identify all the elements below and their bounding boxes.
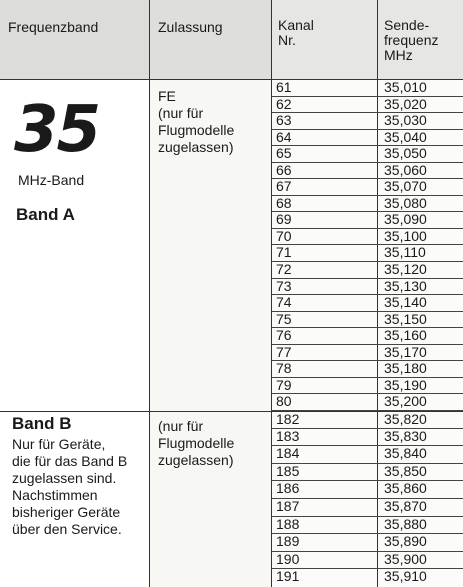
table-row	[272, 534, 463, 552]
kanal-cell: 65	[272, 146, 378, 162]
kanal-cell: 186	[272, 481, 378, 498]
header-frequenz-line2: frequenz	[384, 32, 439, 48]
kanal-cell: 77	[272, 345, 378, 361]
frequenz-cell: 35,130	[384, 277, 427, 294]
table-row	[272, 312, 463, 329]
table-row	[272, 481, 463, 499]
band-b-description-line: über den Service.	[12, 521, 122, 537]
header-frequenz-line1: Sende-	[384, 17, 430, 33]
kanal-cell: 189	[272, 534, 378, 551]
frequenz-cell: 35,080	[384, 194, 427, 211]
frequenz-cell: 35,880	[384, 515, 427, 532]
table-row	[272, 262, 463, 279]
kanal-cell: 190	[272, 552, 378, 569]
table-row	[272, 446, 463, 464]
kanal-cell: 75	[272, 312, 378, 328]
table-row	[272, 499, 463, 517]
frequenz-cell: 35,110	[384, 244, 426, 261]
band-b-description-line: Nur für Geräte,	[12, 436, 106, 452]
kanal-cell: 184	[272, 446, 378, 463]
header-zulassung	[150, 0, 272, 80]
table-row	[272, 196, 463, 213]
kanal-cell: 76	[272, 328, 378, 344]
band-a-title: Band A	[16, 205, 75, 224]
frequenz-cell: 35,120	[384, 261, 427, 278]
band-b-description-line: bisheriger Geräte	[12, 504, 121, 520]
frequenz-cell: 35,030	[384, 112, 427, 129]
frequenz-cell: 35,840	[384, 445, 427, 462]
kanal-cell: 78	[272, 361, 378, 377]
band-b-zulassung	[158, 418, 270, 469]
kanal-cell: 79	[272, 378, 378, 394]
band-a-zulassung-line: zugelassen)	[158, 139, 234, 155]
table-row	[272, 411, 463, 429]
band-number: 35	[14, 93, 100, 167]
band-unit: MHz-Band	[18, 172, 85, 188]
kanal-cell: 185	[272, 464, 378, 481]
header-frequenzband	[0, 0, 150, 80]
table-row	[272, 245, 463, 262]
frequenz-cell: 35,040	[384, 128, 427, 145]
header-frequenz	[378, 0, 463, 80]
frequenz-cell: 35,010	[384, 79, 427, 95]
frequenz-cell: 35,070	[384, 178, 427, 195]
kanal-cell: 183	[272, 429, 378, 446]
kanal-cell: 187	[272, 499, 378, 516]
table-row	[272, 113, 463, 130]
table-row	[272, 229, 463, 246]
table-row	[272, 394, 463, 411]
table-row	[272, 517, 463, 535]
band-b-zulassung-line: Flugmodelle	[158, 435, 235, 451]
frequenz-cell: 35,090	[384, 211, 427, 228]
frequenz-cell: 35,100	[384, 227, 427, 244]
frequenz-cell: 35,150	[384, 310, 427, 327]
frequenz-cell: 35,020	[384, 95, 427, 112]
table-row	[272, 80, 463, 97]
table-row	[272, 361, 463, 378]
kanal-cell: 191	[272, 569, 378, 587]
kanal-cell: 64	[272, 130, 378, 146]
frequenz-cell: 35,170	[384, 343, 427, 360]
table-row	[272, 97, 463, 114]
band-b-zulassung-line: zugelassen)	[158, 452, 234, 468]
band-a-zulassung	[158, 88, 270, 156]
frequenz-cell: 35,200	[384, 393, 427, 410]
frequenz-cell: 35,180	[384, 360, 427, 377]
kanal-cell: 66	[272, 163, 378, 179]
header-kanal-line2: Nr.	[278, 32, 296, 48]
band-b-description-line: die für das Band B	[12, 453, 128, 469]
channel-table	[272, 80, 463, 587]
frequenz-cell: 35,060	[384, 161, 427, 178]
header-frequenzband-label: Frequenzband	[8, 19, 99, 35]
table-row	[272, 378, 463, 395]
frequenz-cell: 35,820	[384, 410, 427, 427]
table-row	[272, 569, 463, 587]
table-row	[272, 212, 463, 229]
frequenz-cell: 35,870	[384, 497, 427, 514]
table-row	[272, 279, 463, 296]
kanal-cell: 68	[272, 196, 378, 212]
band-a-zulassung-line: Flugmodelle	[158, 122, 235, 138]
table-row	[272, 552, 463, 570]
kanal-cell: 63	[272, 113, 378, 129]
band-b-title: Band B	[12, 414, 72, 433]
kanal-cell: 188	[272, 517, 378, 534]
table-row	[272, 163, 463, 180]
kanal-cell: 73	[272, 279, 378, 295]
frequenz-cell: 35,860	[384, 480, 427, 497]
band-b-description-line: Nachstimmen	[12, 487, 98, 503]
frequenz-cell: 35,900	[384, 550, 427, 567]
header-frequenz-line3: MHz	[384, 47, 413, 63]
kanal-cell: 182	[272, 412, 378, 428]
table-row	[272, 295, 463, 312]
table-row	[272, 130, 463, 147]
header-zulassung-label: Zulassung	[158, 19, 223, 35]
band-a-zulassung-line: (nur für	[158, 105, 204, 121]
frequenz-cell: 35,190	[384, 376, 427, 393]
kanal-cell: 74	[272, 295, 378, 311]
frequenz-cell: 35,050	[384, 145, 427, 162]
band-a-zulassung-line: FE	[158, 88, 176, 104]
band-b-description-line: zugelassen sind.	[12, 470, 117, 486]
table-row	[272, 146, 463, 163]
kanal-cell: 72	[272, 262, 378, 278]
frequenz-cell: 35,850	[384, 462, 427, 479]
frequenz-cell: 35,140	[384, 294, 427, 311]
frequenz-cell: 35,890	[384, 533, 427, 550]
kanal-cell: 69	[272, 212, 378, 228]
table-row	[272, 328, 463, 345]
header-kanal-line1: Kanal	[278, 17, 314, 33]
table-row	[272, 464, 463, 482]
kanal-cell: 62	[272, 97, 378, 113]
frequenz-cell: 35,830	[384, 427, 427, 444]
kanal-cell: 70	[272, 229, 378, 245]
table-row	[272, 179, 463, 196]
band-b-zulassung-line: (nur für	[158, 418, 204, 434]
frequenz-cell: 35,910	[384, 568, 427, 585]
header-kanal	[272, 0, 378, 80]
kanal-cell: 61	[272, 80, 378, 96]
kanal-cell: 71	[272, 245, 378, 261]
frequenz-cell: 35,160	[384, 327, 427, 344]
kanal-cell: 80	[272, 394, 378, 410]
table-row	[272, 429, 463, 447]
kanal-cell: 67	[272, 179, 378, 195]
band-b-description	[12, 436, 152, 538]
table-row	[272, 345, 463, 362]
